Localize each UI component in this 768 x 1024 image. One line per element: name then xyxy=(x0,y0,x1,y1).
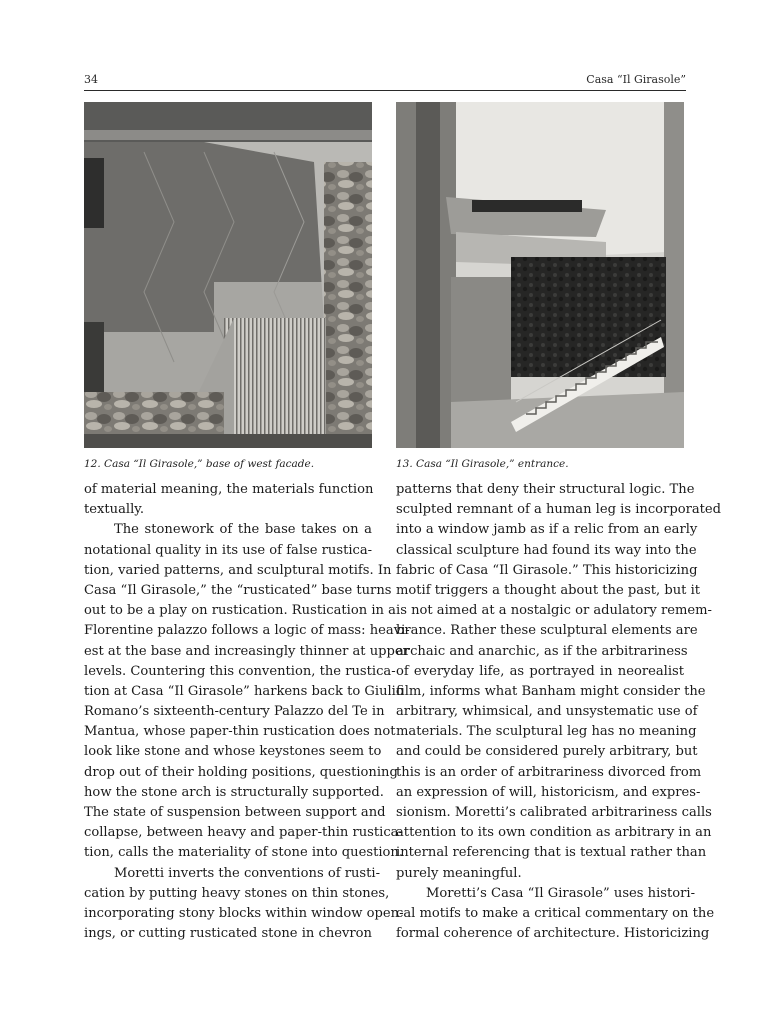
figure-entrance-photo xyxy=(396,102,684,448)
text-line: materials. The sculptural leg has no meaning xyxy=(396,724,697,740)
running-title: Casa “Il Girasole” xyxy=(586,73,686,86)
text-line: sculpted remnant of a human leg is incorporated xyxy=(396,502,722,518)
text-line: an expression of will, historicism, and expres- xyxy=(396,784,701,800)
text-line: out to be a play on rustication. Rustication in a xyxy=(84,603,396,619)
text-line: is not aimed at a nostalgic or adulatory remem- xyxy=(396,603,712,619)
figure-caption-12: 12. Casa “Il Girasole,” base of west facade. xyxy=(84,458,315,470)
text-line: fabric of Casa “Il Girasole.” This historicizing xyxy=(396,562,698,578)
text-line: formal coherence of architecture. Historicizing xyxy=(396,926,710,942)
text-line: ings, or cutting rusticated stone in chevron xyxy=(84,926,372,942)
figure-west-facade-photo xyxy=(84,102,372,448)
text-line: tion, varied patterns, and sculptural motifs. In xyxy=(84,562,392,578)
text-line: this is an order of arbitrariness divorced from xyxy=(396,764,702,780)
text-line: The stonework of the base takes on a xyxy=(114,522,372,538)
text-line: motif triggers a thought about the past, but it xyxy=(396,582,701,598)
text-line: tion, calls the materiality of stone into question. xyxy=(84,845,404,861)
text-line: cal motifs to make a critical commentary on the xyxy=(396,905,715,921)
text-line: Casa “Il Girasole,” the “rusticated” base turns xyxy=(84,582,392,598)
text-line: film, informs what Banham might consider the xyxy=(396,683,706,699)
text-line: textually. xyxy=(84,502,145,518)
body-text-left-column xyxy=(84,480,410,944)
text-line: look like stone and whose keystones seem to xyxy=(84,744,382,760)
text-line: est at the base and increasingly thinner at upper xyxy=(84,643,409,659)
text-line: and could be considered purely arbitrary, but xyxy=(396,744,698,760)
text-line: levels. Countering this convention, the rustica- xyxy=(84,663,396,679)
text-line: Mantua, whose paper-thin rustication does not xyxy=(84,724,396,740)
figure-caption-13: 13. Casa “Il Girasole,” entrance. xyxy=(396,458,569,470)
text-line: into a window jamb as if a relic from an early xyxy=(396,522,698,538)
text-line: cation by putting heavy stones on thin stones, xyxy=(84,885,390,901)
text-line: attention to its own condition as arbitrary in an xyxy=(396,825,712,841)
text-line: Moretti inverts the conventions of rusti- xyxy=(114,865,380,881)
text-line: collapse, between heavy and paper-thin rustica- xyxy=(84,825,403,841)
text-line: patterns that deny their structural logic. The xyxy=(396,482,695,497)
text-line: classical sculpture had found its way into the xyxy=(396,542,697,558)
text-line: tion at Casa “Il Girasole” harkens back to Giulio xyxy=(84,683,404,699)
text-line: sionism. Moretti’s calibrated arbitrariness calls xyxy=(396,805,712,820)
text-line: notational quality in its use of false rustica- xyxy=(84,542,373,558)
text-line: The state of suspension between support and xyxy=(84,805,386,820)
entrance-image xyxy=(396,102,684,448)
text-line: of everyday life, as portrayed in neorealist xyxy=(396,663,684,679)
text-line: Moretti’s Casa “Il Girasole” uses histori- xyxy=(426,885,696,901)
text-line: incorporating stony blocks within window open- xyxy=(84,905,404,921)
text-line: Romano’s sixteenth-century Palazzo del Te in xyxy=(84,704,385,720)
body-text-right-column xyxy=(396,480,722,944)
text-line: Florentine palazzo follows a logic of mass: heavi- xyxy=(84,623,410,639)
text-line: internal referencing that is textual rather than xyxy=(396,845,707,861)
west-facade-image xyxy=(84,102,372,448)
text-line: arbitrary, whimsical, and unsystematic use of xyxy=(396,704,698,720)
text-line: how the stone arch is structurally supported. xyxy=(84,784,384,800)
page-number: 34 xyxy=(84,73,98,86)
text-line: drop out of their holding positions, questioning xyxy=(84,764,398,780)
text-line: archaic and anarchic, as if the arbitrariness xyxy=(396,643,688,659)
text-line: brance. Rather these sculptural elements are xyxy=(396,623,698,639)
text-line: of material meaning, the materials function xyxy=(84,482,374,497)
running-head xyxy=(84,72,686,91)
text-line: purely meaningful. xyxy=(396,865,522,881)
